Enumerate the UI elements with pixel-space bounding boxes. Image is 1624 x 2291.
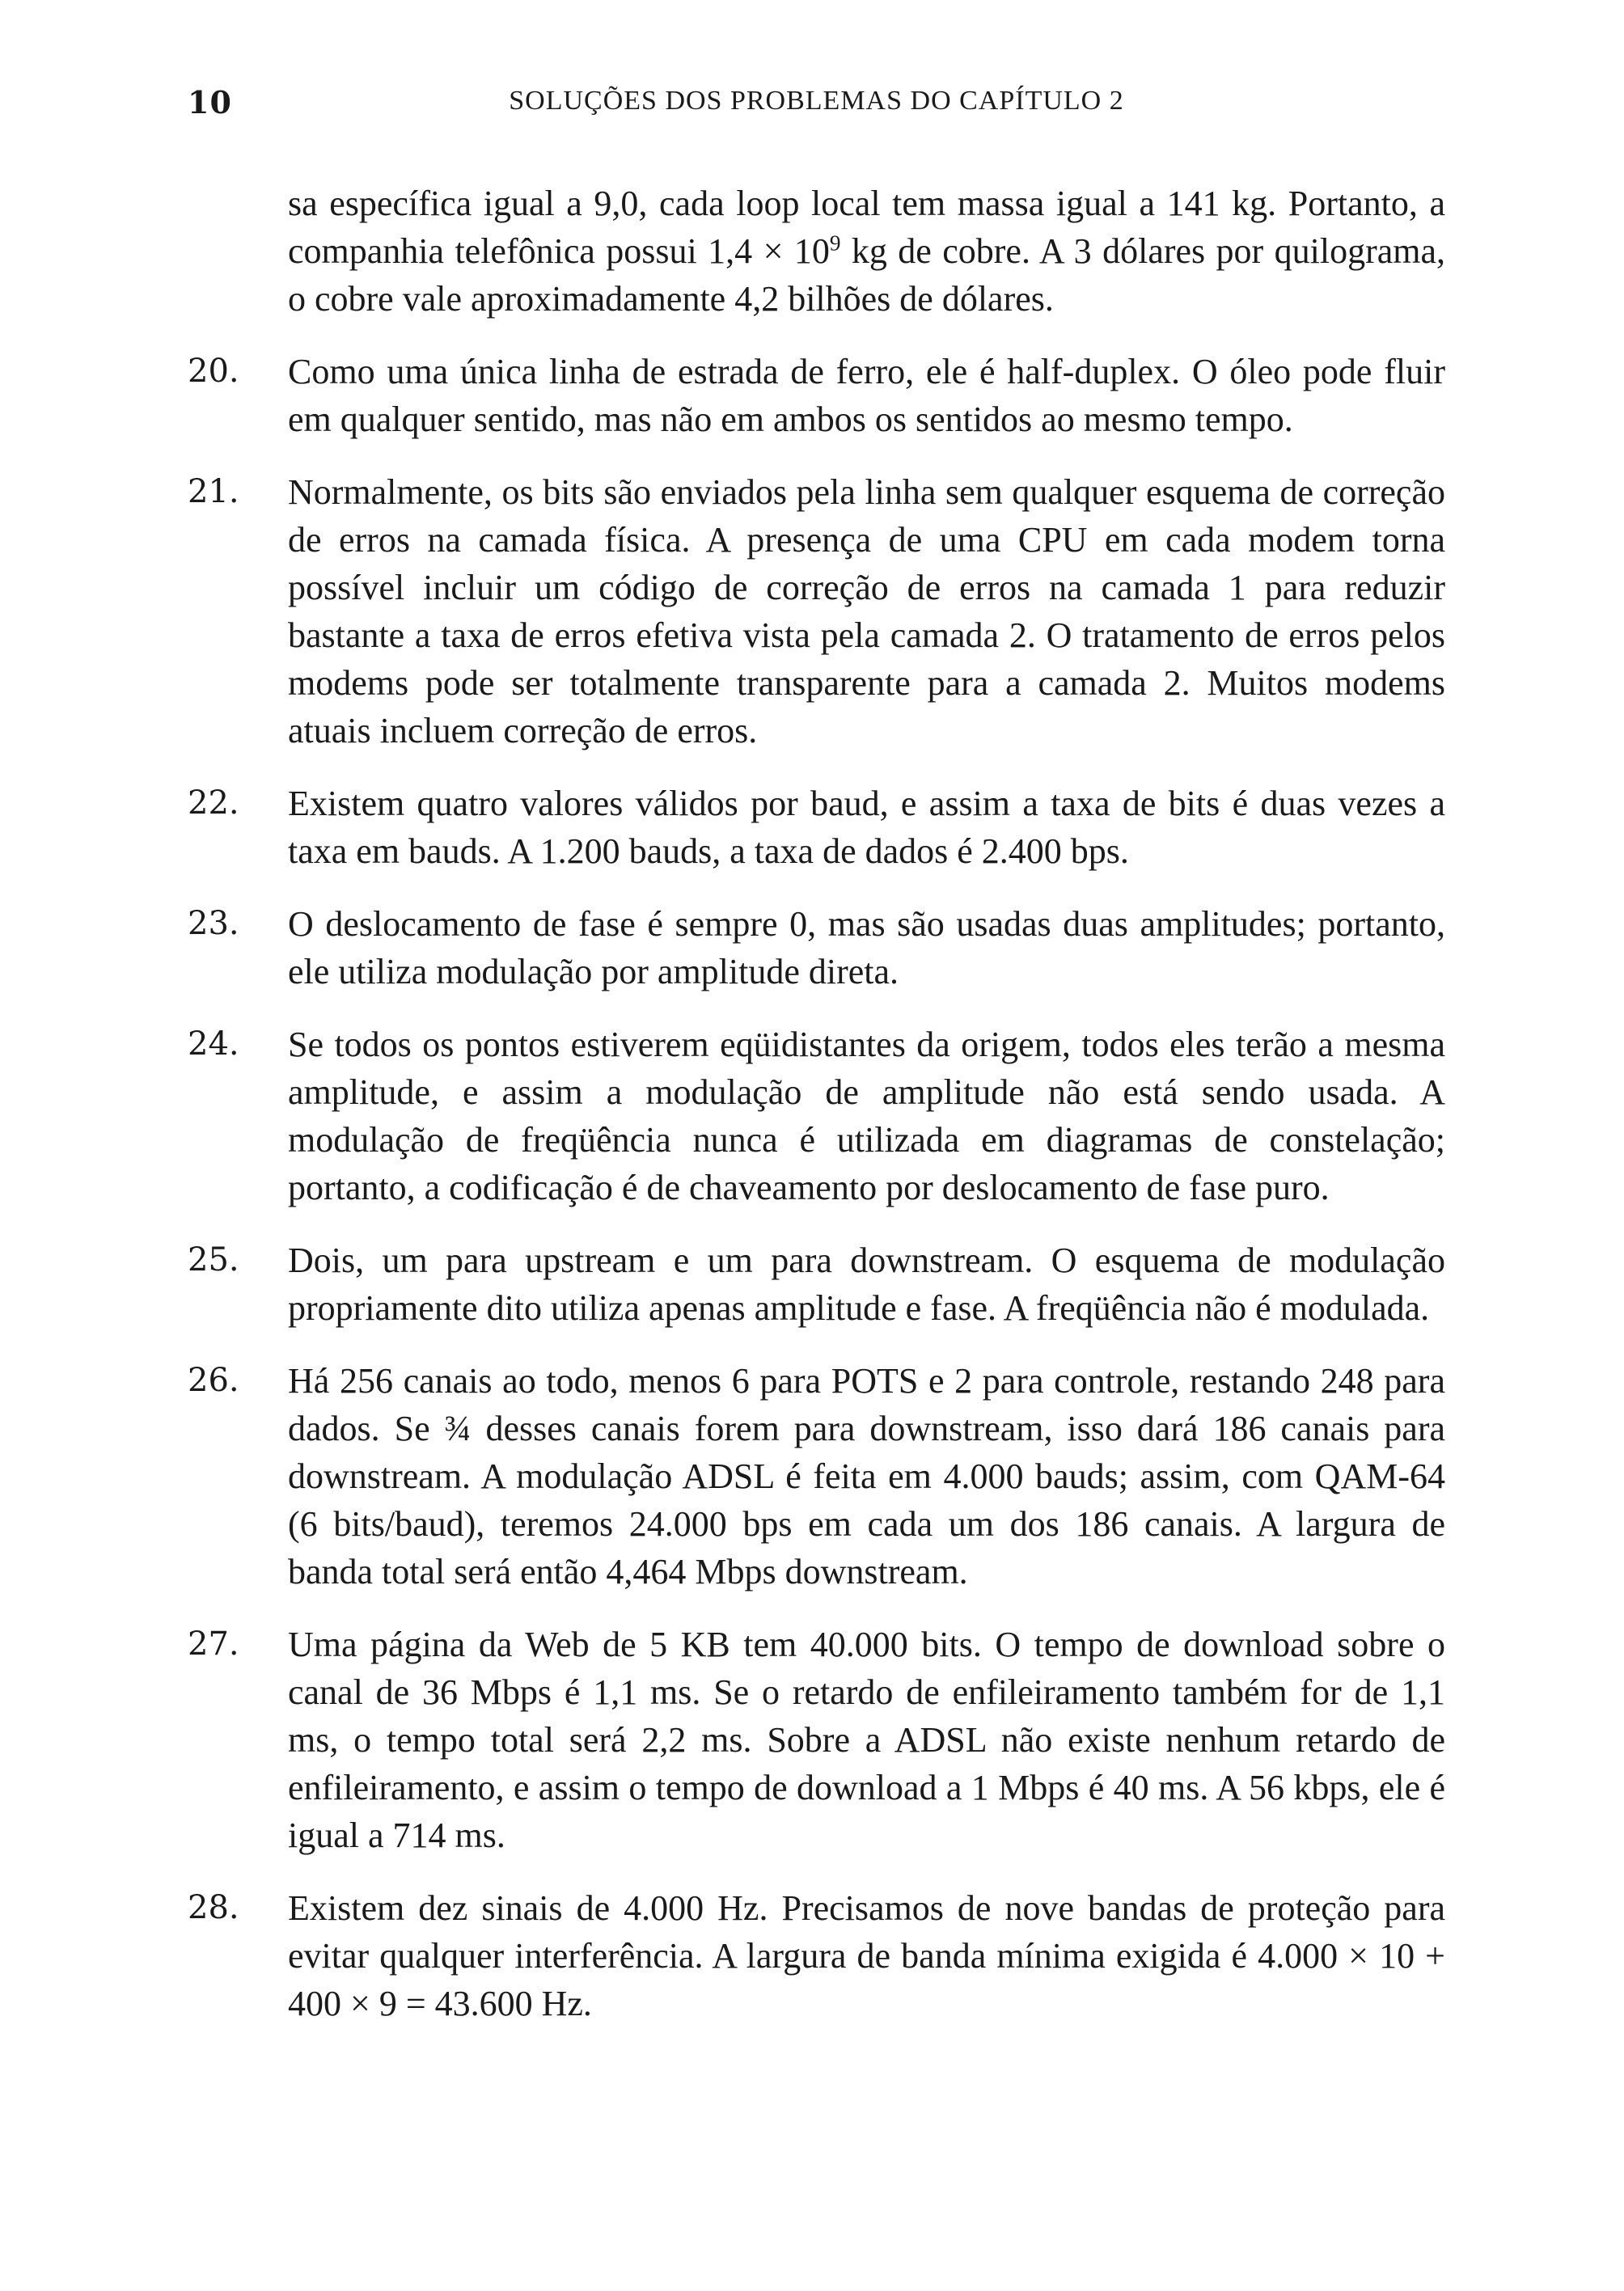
answer-text: Existem dez sinais de 4.000 Hz. Precisamos de nove bandas de proteção para evitar qualquer interferência. A largura de banda mínima exigida é 4.000 × 10 + 400 × 9 = 43.600 Hz. bbox=[288, 1888, 1445, 2023]
solutions-body bbox=[188, 180, 1445, 2052]
answer-number: 28. bbox=[188, 1889, 239, 1926]
continued-text-start: sa específica igual a 9,0, cada loop local tem massa igual a 141 kg. Portanto, a companhia telefônica possui 1,4 × 10 bbox=[288, 184, 1445, 271]
answer-number: 20. bbox=[188, 353, 239, 390]
page-header bbox=[188, 84, 1445, 133]
answer-number: 26. bbox=[188, 1362, 239, 1399]
answer-text: Se todos os pontos estiverem eqüidistantes da origem, todos eles terão a mesma amplitude, e assim a modulação de amplitude não está sendo usada. A modulação de freqüência nunca é utilizada em diagramas de constelação; portanto, a codificação é de chaveamento por deslocamento de fase puro. bbox=[288, 1025, 1445, 1207]
answer-item bbox=[188, 1236, 1445, 1332]
answer-text: Dois, um para upstream e um para downstream. O esquema de modulação propriamente dito utiliza apenas amplitude e fase. A freqüência não é modulada. bbox=[288, 1241, 1445, 1328]
answer-item bbox=[188, 1021, 1445, 1211]
answer-item bbox=[188, 348, 1445, 443]
answer-item bbox=[188, 1357, 1445, 1596]
page-number: 10 bbox=[188, 84, 232, 120]
answer-text: Uma página da Web de 5 KB tem 40.000 bits. O tempo de download sobre o canal de 36 Mbps é 1,1 ms. Se o retardo de enfileiramento também for de 1,1 ms, o tempo total será 2,2 ms. Sobre a ADSL não existe nenhum retardo de enfileiramento, e assim o tempo de download a 1 Mbps é 40 ms. A 56 kbps, ele é igual a 714 ms. bbox=[288, 1625, 1445, 1855]
answer-text: Existem quatro valores válidos por baud, e assim a taxa de bits é duas vezes a taxa em bauds. A 1.200 bauds, a taxa de dados é 2.400 bps. bbox=[288, 784, 1445, 871]
answer-number: 27. bbox=[188, 1625, 239, 1663]
answer-text: Há 256 canais ao todo, menos 6 para POTS e 2 para controle, restando 248 para dados. Se ¾ desses canais forem para downstream, isso dará 186 canais para downstream. A modulação ADSL é feita em 4.000 bauds; assim, com QAM-64 (6 bits/baud), teremos 24.000 bps em cada um dos 186 canais. A largura de banda total será então 4,464 Mbps downstream. bbox=[288, 1361, 1445, 1591]
answer-number: 22. bbox=[188, 784, 239, 822]
answer-item bbox=[188, 1621, 1445, 1859]
continued-paragraph bbox=[288, 180, 1445, 323]
answer-item bbox=[188, 900, 1445, 995]
exponent: 9 bbox=[829, 230, 841, 256]
answer-number: 21. bbox=[188, 473, 239, 510]
answer-number: 23. bbox=[188, 905, 239, 942]
answer-text: Como uma única linha de estrada de ferro, ele é half-duplex. O óleo pode fluir em qualquer sentido, mas não em ambos os sentidos ao mesmo tempo. bbox=[288, 352, 1445, 439]
continued-text-end: kg de cobre. A 3 dólares por quilograma, o cobre vale aproximadamente 4,2 bilhões de dólares. bbox=[288, 231, 1446, 319]
answer-item bbox=[188, 780, 1445, 875]
answer-item bbox=[188, 468, 1445, 755]
answer-text: O deslocamento de fase é sempre 0, mas são usadas duas amplitudes; portanto, ele utiliza modulação por amplitude direta. bbox=[288, 904, 1445, 991]
running-head: SOLUÇÕES DOS PROBLEMAS DO CAPÍTULO 2 bbox=[509, 86, 1124, 116]
answer-number: 25. bbox=[188, 1241, 239, 1279]
answer-item bbox=[188, 1884, 1445, 2027]
answer-number: 24. bbox=[188, 1025, 239, 1063]
answer-text: Normalmente, os bits são enviados pela linha sem qualquer esquema de correção de erros na camada física. A presença de uma CPU em cada modem torna possível incluir um código de correção de erros na camada 1 para reduzir bastante a taxa de erros efetiva vista pela camada 2. O tratamento de erros pelos modems pode ser totalmente transparente para a camada 2. Muitos modems atuais incluem correção de erros. bbox=[288, 472, 1445, 750]
